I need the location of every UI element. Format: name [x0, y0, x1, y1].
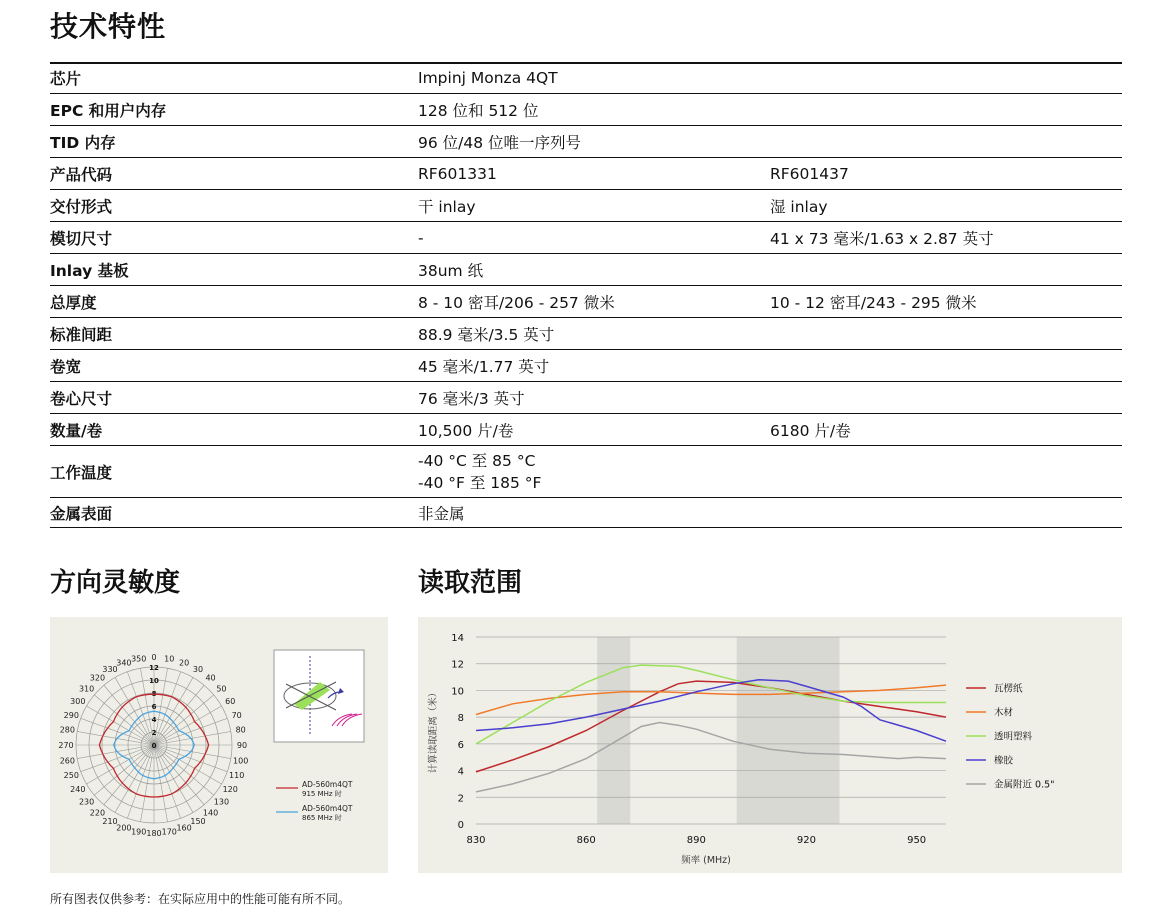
polar-angle-label: 40 [205, 673, 216, 683]
x-tick-label: 920 [796, 835, 817, 846]
polar-legend-label: 865 MHz 时 [302, 814, 342, 822]
polar-chart [50, 617, 388, 873]
spec-label: Inlay 基板 [50, 261, 129, 280]
spec-value-alt: 6180 片/卷 [770, 421, 851, 440]
x-axis-title: 频率 (MHz) [681, 855, 731, 866]
y-tick-label: 14 [451, 633, 464, 644]
spec-row [50, 286, 1122, 318]
polar-angle-label: 120 [222, 785, 238, 794]
spec-value-alt: 41 x 73 毫米/1.63 x 2.87 英寸 [770, 229, 994, 248]
y-tick-label: 6 [457, 739, 464, 751]
spec-row [50, 222, 1122, 254]
polar-angle-label: 180 [146, 829, 162, 838]
polar-radial-tick: 10 [149, 677, 159, 685]
y-tick-label: 2 [457, 793, 464, 805]
polar-radial-tick: 8 [151, 690, 157, 698]
spec-value: 45 毫米/1.77 英寸 [418, 357, 550, 376]
series-line [476, 681, 946, 772]
spec-value [418, 450, 541, 494]
polar-angle-label: 170 [161, 827, 177, 837]
legend-label: 瓦楞纸 [994, 683, 1023, 695]
shaded-band [737, 637, 840, 824]
series-line [476, 723, 946, 792]
spec-label: 芯片 [50, 69, 82, 88]
polar-angle-label: 80 [235, 725, 246, 735]
polar-angle-label: 110 [229, 771, 245, 781]
polar-legend-label: 915 MHz 时 [302, 790, 342, 798]
polar-angle-label: 330 [102, 664, 118, 674]
polar-angle-label: 150 [190, 817, 206, 827]
polar-radial-tick: 0 [151, 742, 157, 750]
spec-value: 非金属 [418, 504, 465, 523]
legend-label: 金属附近 0.5" [994, 779, 1055, 791]
polar-angle-label: 350 [131, 654, 147, 664]
spec-value: 干 inlay [418, 197, 476, 216]
spec-label: 标准间距 [50, 325, 113, 344]
polar-angle-label: 50 [216, 684, 227, 694]
polar-angle-label: 300 [70, 697, 86, 706]
polar-angle-label: 210 [102, 817, 118, 827]
spec-row [50, 62, 1122, 94]
polar-radial-tick: 2 [151, 729, 157, 737]
y-tick-label: 8 [457, 713, 464, 725]
spec-label: EPC 和用户内存 [50, 101, 167, 120]
polar-radial-tick: 4 [151, 716, 157, 724]
spec-row [50, 382, 1122, 414]
spec-value: 96 位/48 位唯一序列号 [418, 133, 582, 152]
spec-row [50, 446, 1122, 498]
spec-label: TID 内存 [50, 133, 116, 152]
spec-value: 128 位和 512 位 [418, 101, 539, 120]
polar-angle-label: 280 [59, 725, 75, 735]
spec-row [50, 498, 1122, 528]
spec-label: 金属表面 [50, 504, 113, 523]
polar-radial-tick: 12 [149, 664, 159, 672]
polar-angle-label: 270 [58, 741, 74, 750]
spec-row [50, 158, 1122, 190]
polar-chart-panel [50, 617, 388, 873]
legend-label: 木材 [994, 707, 1014, 719]
polar-angle-label: 30 [192, 664, 204, 674]
y-tick-label: 0 [457, 820, 464, 831]
spec-row [50, 126, 1122, 158]
y-tick-label: 4 [457, 766, 464, 778]
polar-angle-label: 100 [233, 756, 249, 766]
polar-angle-label: 0 [151, 653, 157, 662]
spec-row [50, 318, 1122, 350]
spec-value-alt: 湿 inlay [770, 197, 828, 216]
spec-value-line: -40 °F 至 185 °F [418, 473, 542, 492]
spec-label: 总厚度 [50, 293, 97, 312]
polar-angle-label: 260 [59, 756, 75, 766]
spec-value-alt: 10 - 12 密耳/243 - 295 微米 [770, 293, 977, 312]
series-line [476, 665, 946, 744]
legend-label: 橡胶 [994, 755, 1014, 767]
polar-angle-label: 230 [78, 797, 95, 807]
directional-sensitivity-heading: 方向灵敏度 [50, 568, 181, 598]
polar-radial-tick: 6 [151, 703, 157, 711]
polar-angle-label: 20 [179, 658, 190, 668]
polar-angle-label: 290 [63, 710, 79, 720]
polar-angle-label: 250 [63, 771, 79, 781]
range-line-chart [418, 617, 1122, 873]
spec-value: Impinj Monza 4QT [418, 68, 558, 87]
polar-angle-label: 190 [131, 827, 147, 837]
polar-legend-label: AD-560m4QT [302, 780, 353, 789]
spec-label: 模切尺寸 [50, 229, 113, 248]
legend-label: 透明塑料 [994, 731, 1033, 743]
polar-angle-label: 320 [89, 673, 106, 683]
read-range-heading: 读取范围 [418, 568, 523, 598]
y-tick-label: 10 [451, 686, 464, 698]
shaded-band [597, 637, 630, 824]
polar-angle-label: 160 [176, 823, 192, 833]
spec-value: - [418, 228, 424, 247]
footnote: 所有图表仅供参考：在实际应用中的性能可能有所不同。 [50, 892, 351, 906]
polar-angle-label: 70 [231, 710, 242, 720]
polar-angle-label: 140 [202, 808, 219, 818]
spec-row [50, 414, 1122, 446]
spec-label: 工作温度 [50, 463, 113, 482]
x-tick-label: 950 [907, 835, 927, 846]
spec-value: 76 毫米/3 英寸 [418, 389, 525, 408]
polar-angle-label: 90 [236, 741, 248, 750]
polar-angle-label: 310 [78, 684, 95, 694]
x-tick-label: 890 [686, 835, 706, 846]
polar-angle-label: 220 [89, 808, 106, 818]
spec-value: 38um 纸 [418, 261, 484, 280]
spec-value-alt: RF601437 [770, 164, 849, 183]
spec-label: 数量/卷 [50, 421, 103, 440]
y-tick-label: 12 [451, 659, 464, 671]
spec-value-line: -40 °C 至 85 °C [418, 451, 536, 470]
spec-value: RF601331 [418, 164, 497, 183]
spec-value: 88.9 毫米/3.5 英寸 [418, 325, 555, 344]
page-title: 技术特性 [50, 10, 167, 43]
spec-label: 卷心尺寸 [50, 389, 113, 408]
polar-angle-label: 60 [225, 697, 236, 706]
spec-label: 卷宽 [50, 357, 82, 376]
series-line [476, 685, 946, 714]
polar-angle-label: 340 [116, 658, 132, 668]
spec-row [50, 94, 1122, 126]
range-chart-panel [418, 617, 1122, 873]
spec-row [50, 350, 1122, 382]
polar-legend-label: AD-560m4QT [302, 804, 353, 813]
polar-angle-label: 10 [164, 654, 175, 664]
polar-angle-label: 200 [116, 823, 132, 833]
y-axis-title: 计算读取距离（米） [428, 687, 439, 774]
spec-row [50, 254, 1122, 286]
series-line [476, 680, 946, 742]
spec-label: 产品代码 [50, 165, 113, 184]
x-tick-label: 860 [576, 835, 596, 846]
spec-label: 交付形式 [50, 197, 113, 216]
polar-angle-label: 130 [213, 797, 230, 807]
spec-row [50, 190, 1122, 222]
x-tick-label: 830 [466, 835, 486, 846]
spec-value: 8 - 10 密耳/206 - 257 微米 [418, 293, 615, 312]
spec-value: 10,500 片/卷 [418, 421, 514, 440]
polar-angle-label: 240 [70, 785, 86, 794]
